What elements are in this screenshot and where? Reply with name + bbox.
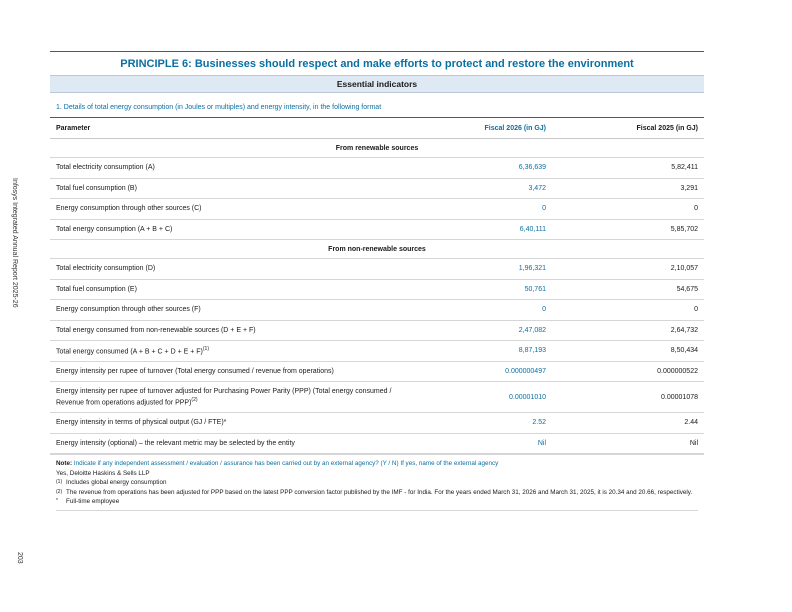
fy2025-value: 5,82,411 bbox=[552, 158, 704, 179]
row-label-text: Energy intensity per rupee of turnover adjusted for Purchasing Power Parity (PPP) (Total energy consumed / Revenue from operations adjusted for PPP) bbox=[56, 387, 392, 407]
footnote-text: Full-time employee bbox=[66, 498, 120, 506]
footnote-text: The revenue from operations has been adjusted for PPP based on the latest PPP conversion factor published by the IMF - for India. For the years ended March 31, 2026 and March 31, 2025, it is 20.34 and 20.66, respectively. bbox=[66, 488, 693, 496]
fy2025-value: 5,85,702 bbox=[552, 219, 704, 240]
row-label bbox=[50, 413, 400, 434]
row-label-text: Total fuel consumption (B) bbox=[56, 184, 137, 192]
section-row-renewable bbox=[50, 139, 704, 158]
col-fy2025: Fiscal 2025 (in GJ) bbox=[552, 118, 704, 139]
fy2026-value: 3,472 bbox=[400, 178, 552, 199]
fy2025-value: 0.00001078 bbox=[552, 382, 704, 413]
table-row bbox=[50, 433, 704, 454]
report-side-title: Infosys Integrated Annual Report 2025-26 bbox=[11, 178, 18, 308]
fy2025-value: 0.000000522 bbox=[552, 361, 704, 382]
table-row bbox=[50, 158, 704, 179]
table-row bbox=[50, 259, 704, 280]
fy2026-value: 50,761 bbox=[400, 279, 552, 300]
footnote bbox=[56, 478, 698, 488]
fy2026-value: 6,40,111 bbox=[400, 219, 552, 240]
note-label: Note: bbox=[56, 460, 73, 467]
table-header-row bbox=[50, 118, 704, 139]
fy2025-value: 0 bbox=[552, 199, 704, 220]
fy2026-value: 2.52 bbox=[400, 413, 552, 434]
row-label bbox=[50, 361, 400, 382]
fy2026-value: 8,87,193 bbox=[400, 341, 552, 362]
table-row bbox=[50, 382, 704, 413]
row-label-text: Energy intensity in terms of physical output (GJ / FTE)* bbox=[56, 419, 227, 427]
fy2025-value: 3,291 bbox=[552, 178, 704, 199]
fy2025-value: 0 bbox=[552, 300, 704, 321]
footnote-marker: (2) bbox=[191, 396, 198, 403]
fy2025-value: 2.44 bbox=[552, 413, 704, 434]
row-label-text: Energy intensity per rupee of turnover (Total energy consumed / revenue from operations) bbox=[56, 367, 334, 375]
table-row bbox=[50, 341, 704, 362]
energy-table bbox=[50, 117, 704, 454]
table-row bbox=[50, 361, 704, 382]
content-area bbox=[50, 51, 704, 511]
fy2025-value: 54,675 bbox=[552, 279, 704, 300]
fy2026-value: 0 bbox=[400, 199, 552, 220]
row-label-text: Energy intensity (optional) – the relevant metric may be selected by the entity bbox=[56, 439, 295, 447]
table-row bbox=[50, 320, 704, 341]
essential-indicators-header: Essential indicators bbox=[50, 75, 704, 93]
row-label bbox=[50, 279, 400, 300]
footnote-text: Includes global energy consumption bbox=[66, 479, 167, 487]
row-label bbox=[50, 178, 400, 199]
footnote-marker: (1) bbox=[56, 479, 63, 486]
row-label bbox=[50, 382, 400, 413]
row-label bbox=[50, 341, 400, 362]
table-row bbox=[50, 279, 704, 300]
assurance-note bbox=[56, 459, 698, 469]
fy2026-value: Nil bbox=[400, 433, 552, 454]
assurance-answer: Yes, Deloitte Haskins & Sells LLP bbox=[56, 469, 150, 477]
fy2026-value: 1,96,321 bbox=[400, 259, 552, 280]
row-label bbox=[50, 433, 400, 454]
row-label-text: Total energy consumed from non-renewable sources (D + E + F) bbox=[56, 326, 256, 334]
section-row-non-renewable bbox=[50, 240, 704, 259]
row-label bbox=[50, 158, 400, 179]
fy2025-value: 2,64,732 bbox=[552, 320, 704, 341]
fy2026-value: 0.000000497 bbox=[400, 361, 552, 382]
row-label bbox=[50, 259, 400, 280]
table-row bbox=[50, 413, 704, 434]
footnote-marker: (1) bbox=[202, 346, 210, 353]
col-fy2026: Fiscal 2026 (in GJ) bbox=[400, 118, 552, 139]
section-label: From non-renewable sources bbox=[50, 240, 704, 259]
row-label bbox=[50, 219, 400, 240]
fy2026-value: 2,47,082 bbox=[400, 320, 552, 341]
footnote bbox=[56, 488, 698, 498]
row-label-text: Total energy consumption (A + B + C) bbox=[56, 225, 173, 233]
notes-block bbox=[50, 454, 704, 511]
row-label bbox=[50, 199, 400, 220]
footnote bbox=[56, 497, 698, 507]
fy2025-value: 8,50,434 bbox=[552, 341, 704, 362]
section-label: From renewable sources bbox=[50, 139, 704, 158]
table-row bbox=[50, 219, 704, 240]
principle-title: PRINCIPLE 6: Businesses should respect and make efforts to protect and restore the environment bbox=[120, 58, 634, 70]
fy2026-value: 0.00001010 bbox=[400, 382, 552, 413]
footnote-marker: * bbox=[56, 498, 58, 505]
table-row bbox=[50, 178, 704, 199]
fy2025-value: Nil bbox=[552, 433, 704, 454]
fy2025-value: 2,10,057 bbox=[552, 259, 704, 280]
row-label-text: Total electricity consumption (D) bbox=[56, 265, 156, 273]
row-label-text: Energy consumption through other sources (C) bbox=[56, 205, 202, 213]
row-label bbox=[50, 300, 400, 321]
row-label-text: Total energy consumed (A + B + C + D + E + F) bbox=[56, 348, 203, 356]
table-row bbox=[50, 300, 704, 321]
row-label bbox=[50, 320, 400, 341]
page-number: 203 bbox=[16, 552, 23, 564]
col-parameter: Parameter bbox=[50, 118, 400, 139]
question-text: 1. Details of total energy consumption (in Joules or multiples) and energy intensity, in the following format bbox=[56, 104, 382, 111]
note-question: Indicate if any independent assessment / evaluation / assurance has been carried out by an external agency? (Y / N) If yes, name of the external agency bbox=[73, 460, 499, 467]
footnote-marker: (2) bbox=[56, 488, 63, 495]
row-label-text: Energy consumption through other sources (F) bbox=[56, 306, 201, 314]
table-row bbox=[50, 199, 704, 220]
bottom-rule bbox=[56, 510, 698, 511]
fy2026-value: 6,36,639 bbox=[400, 158, 552, 179]
fy2026-value: 0 bbox=[400, 300, 552, 321]
row-label-text: Total electricity consumption (A) bbox=[56, 164, 155, 172]
row-label-text: Total fuel consumption (E) bbox=[56, 285, 137, 293]
